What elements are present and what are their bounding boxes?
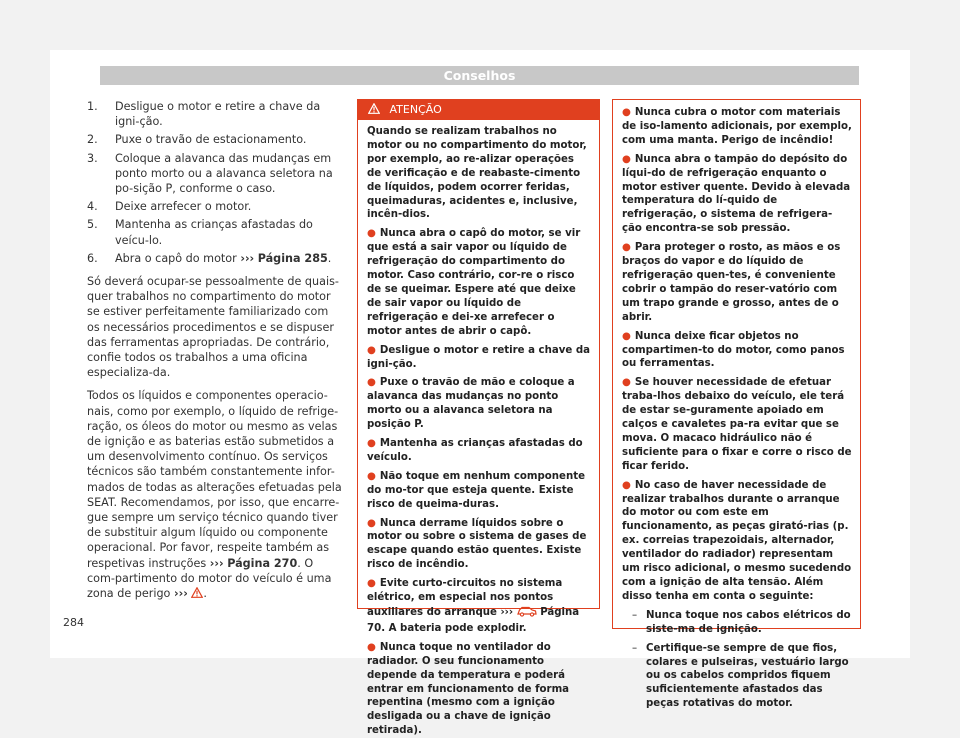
dash-icon: – bbox=[632, 642, 638, 654]
page-reference-link[interactable]: Página 270 bbox=[227, 556, 298, 570]
bullet-text: Se houver necessidade de efetuar traba-lhos debaixo do veículo, ele terá de estar se-guramente apoiado em calços e cavaletes pa-ra evitar que se mova. O macaco hidráulico não é suficiente para o fixar e corre o risco de ficar ferido. bbox=[622, 377, 852, 472]
list-item bbox=[622, 479, 852, 604]
bullet-icon: ● bbox=[367, 344, 376, 356]
list-item bbox=[87, 199, 343, 214]
reference-arrows[interactable]: ››› bbox=[173, 587, 188, 601]
list-item bbox=[367, 227, 591, 338]
reference-arrows: ››› bbox=[240, 251, 255, 265]
bullet-text: Para proteger o rosto, as mãos e os braços do vapor e do líquido de refrigeração quen-tes, é conveniente cobrir o tampão do reser-vatório com um trapo grande e grosso, antes de o abrir. bbox=[622, 242, 841, 323]
list-item bbox=[367, 344, 591, 372]
step-number: 1. bbox=[87, 100, 98, 113]
warning-box bbox=[357, 99, 600, 737]
warning-triangle-icon bbox=[368, 103, 380, 116]
bullet-icon: ● bbox=[622, 153, 631, 165]
punctuation: . bbox=[203, 587, 207, 601]
list-item bbox=[87, 251, 343, 266]
bullet-icon: ● bbox=[622, 107, 631, 118]
step-text: Mantenha as crianças afastadas do veícu-lo. bbox=[115, 218, 313, 247]
warning-title: ATENÇÃO bbox=[389, 103, 442, 116]
bullet-text: Não toque em nenhum componente do mo-tor que esteja quente. Existe risco de queima-duras. bbox=[367, 470, 585, 510]
bullet-icon: ● bbox=[367, 470, 376, 482]
section-title: Conselhos bbox=[443, 68, 516, 83]
steps-list bbox=[87, 99, 343, 266]
bullet-text: Nunca toque no ventilador do radiador. O seu funcionamento depende da temperatura e poderá entrar em funcionamento de forma repentina (mesmo com a ignição desligada ou a chave de ignição retirada). bbox=[367, 641, 570, 737]
list-item bbox=[367, 517, 591, 573]
reference-arrows: ››› bbox=[209, 556, 224, 570]
step-text: Abra o capô do motor bbox=[115, 251, 237, 265]
bullet-icon: ● bbox=[622, 330, 631, 342]
list-item bbox=[622, 330, 852, 372]
list-item bbox=[622, 106, 852, 148]
warning-bullets-left bbox=[367, 227, 591, 572]
warning-intro: Quando se realizam trabalhos no motor ou no compartimento do motor, por exemplo, ao re-alizar operações de verificação e de reabaste-cimento de líquidos, podem ocorrer feridas, queimaduras, acidentes e, inclusive, incên-dios. bbox=[367, 126, 587, 221]
warning-body bbox=[358, 120, 599, 738]
paragraph-intro: Só deverá ocupar-se pessoalmente de quais-quer trabalhos no compartimento do motor se estiver perfeitamente familiarizado com os necessários procedimentos e se dispuser das ferramentas apropriadas. De contrário, confie todos os trabalhos a uma oficina especializa-da. bbox=[87, 275, 339, 380]
paragraph-text: Todos os líquidos e componentes operacio-nais, como por exemplo, o líquido de refrige-ração, os óleos do motor ou mesmo as velas de ignição e as baterias estão submetidos a um desenvolvimento contínuo. Os serviços técnicos são também constantemente infor-mados de todas as alterações efetuadas pela SEAT. Recomendamos, por isso, que encarre-gue sempre um serviço técnico quando tiver de substituir algum líquido ou componente operacional. Por favor, respeite também as respetivas instruções bbox=[87, 389, 342, 570]
bullet-icon: ● bbox=[367, 377, 376, 389]
step-number: 2. bbox=[87, 133, 98, 147]
list-item bbox=[622, 376, 852, 473]
bullet-icon: ● bbox=[622, 479, 631, 491]
page-reference-link[interactable]: Página 285 bbox=[257, 251, 328, 265]
reference-arrows: ››› bbox=[500, 607, 514, 618]
sub-item-text: Certifique-se sempre de que fios, colares e pulseiras, vestuário largo ou os cabelos compridos fiquem suficientemente afastados das peças rotativas do motor. bbox=[646, 642, 849, 710]
warning-box-continued bbox=[612, 99, 861, 710]
bullet-text: Nunca abra o tampão do depósito do líqui-do de refrigeração enquanto o motor estiver quente. Devido à elevada temperatura do lí-quido de refrigeração, o sistema de refrigera-ção encontra-se sob pressão. bbox=[622, 153, 851, 235]
bullet-icon: ● bbox=[367, 578, 376, 590]
bullet-icon: ● bbox=[622, 377, 631, 389]
list-item bbox=[87, 132, 343, 147]
step-text: Desligue o motor e retire a chave da igni-ção. bbox=[115, 100, 321, 129]
bullet-text: Evite curto-circuitos no sistema elétrico, em especial nos pontos auxiliares do arranque bbox=[367, 578, 563, 618]
bullet-text: Nunca abra o capô do motor, se vir que está a sair vapor ou líquido de refrigeração do compartimento do motor. Caso contrário, cor-re o risco de se queimar. Espere até que deixe de sair vapor ou líquido de refrigeração e dei-xe arrefecer o motor antes de abrir o capô. bbox=[367, 228, 581, 337]
sub-item-text: Nunca toque nos cabos elétricos do siste-ma de ignição. bbox=[646, 609, 851, 635]
bullet-icon: ● bbox=[367, 438, 376, 450]
page-reference-link[interactable]: Página 70 bbox=[367, 607, 580, 634]
bullet-text: Nunca cubra o motor com materiais de iso-lamento adicionais, por exemplo, com uma manta. Perigo de incêndio! bbox=[622, 107, 852, 146]
step-number: 6. bbox=[87, 251, 98, 265]
bullet-text: . A bateria pode explodir. bbox=[381, 622, 527, 634]
bullet-text: Mantenha as crianças afastadas do veículo. bbox=[367, 438, 583, 463]
bullet-text: Puxe o travão de mão e coloque a alavanca das mudanças no ponto morto ou a alavanca seletora na posição P. bbox=[367, 377, 575, 431]
step-number: 5. bbox=[87, 218, 98, 232]
sub-list-item bbox=[632, 609, 852, 637]
main-column bbox=[87, 99, 343, 602]
list-item bbox=[622, 241, 852, 324]
warning-header bbox=[358, 100, 599, 120]
list-item bbox=[87, 217, 343, 247]
list-item bbox=[367, 470, 591, 512]
car-battery-icon bbox=[517, 605, 537, 622]
list-item bbox=[622, 153, 852, 236]
list-item bbox=[367, 641, 591, 738]
paragraph-text: . O com-partimento do motor do veículo é uma zona de perigo bbox=[87, 556, 332, 601]
list-item bbox=[87, 99, 343, 129]
punctuation: . bbox=[327, 251, 332, 265]
step-text: Deixe arrefecer o motor. bbox=[115, 200, 252, 214]
step-number: 3. bbox=[87, 151, 98, 165]
page-number: 284 bbox=[63, 616, 84, 629]
bullet-icon: ● bbox=[367, 641, 376, 653]
paragraph-fluids bbox=[87, 388, 343, 602]
warning-triangle-icon[interactable] bbox=[191, 587, 203, 602]
list-item bbox=[367, 577, 591, 636]
list-item bbox=[367, 437, 591, 465]
bullet-text: No caso de haver necessidade de realizar trabalhos durante o arranque do motor ou com este em funcionamento, as peças girató-rias (p. ex. correias trapezoidais, alternador, ventilador do radiador) representam um risco adicional, o mesmo sucedendo com a ignição de alta tensão. Além disso tenha em conta o seguinte: bbox=[622, 479, 852, 602]
step-number: 4. bbox=[87, 200, 98, 214]
step-text: Puxe o travão de estacionamento. bbox=[115, 133, 307, 147]
bullet-text: Nunca deixe ficar objetos no compartimen-to do motor, como panos ou ferramentas. bbox=[622, 330, 845, 370]
warning-body bbox=[613, 100, 860, 711]
list-item bbox=[87, 151, 343, 197]
section-header bbox=[100, 66, 859, 85]
list-item bbox=[367, 376, 591, 432]
bullet-icon: ● bbox=[367, 517, 376, 529]
warning-bullets-right bbox=[622, 106, 852, 604]
bullet-icon: ● bbox=[367, 228, 376, 240]
bullet-icon: ● bbox=[622, 242, 631, 254]
step-text: Coloque a alavanca das mudanças em ponto morto ou a alavanca seletora na po-sição P, conforme o caso. bbox=[115, 151, 333, 196]
bullet-text: Desligue o motor e retire a chave da igni-ção. bbox=[367, 344, 590, 370]
dash-icon: – bbox=[632, 609, 638, 621]
bullet-text: Nunca derrame líquidos sobre o motor ou sobre o sistema de gases de escape quando estão quentes. Existe risco de incêndio. bbox=[367, 517, 587, 571]
warning-sub-list bbox=[632, 609, 852, 711]
sub-list-item bbox=[632, 642, 852, 712]
